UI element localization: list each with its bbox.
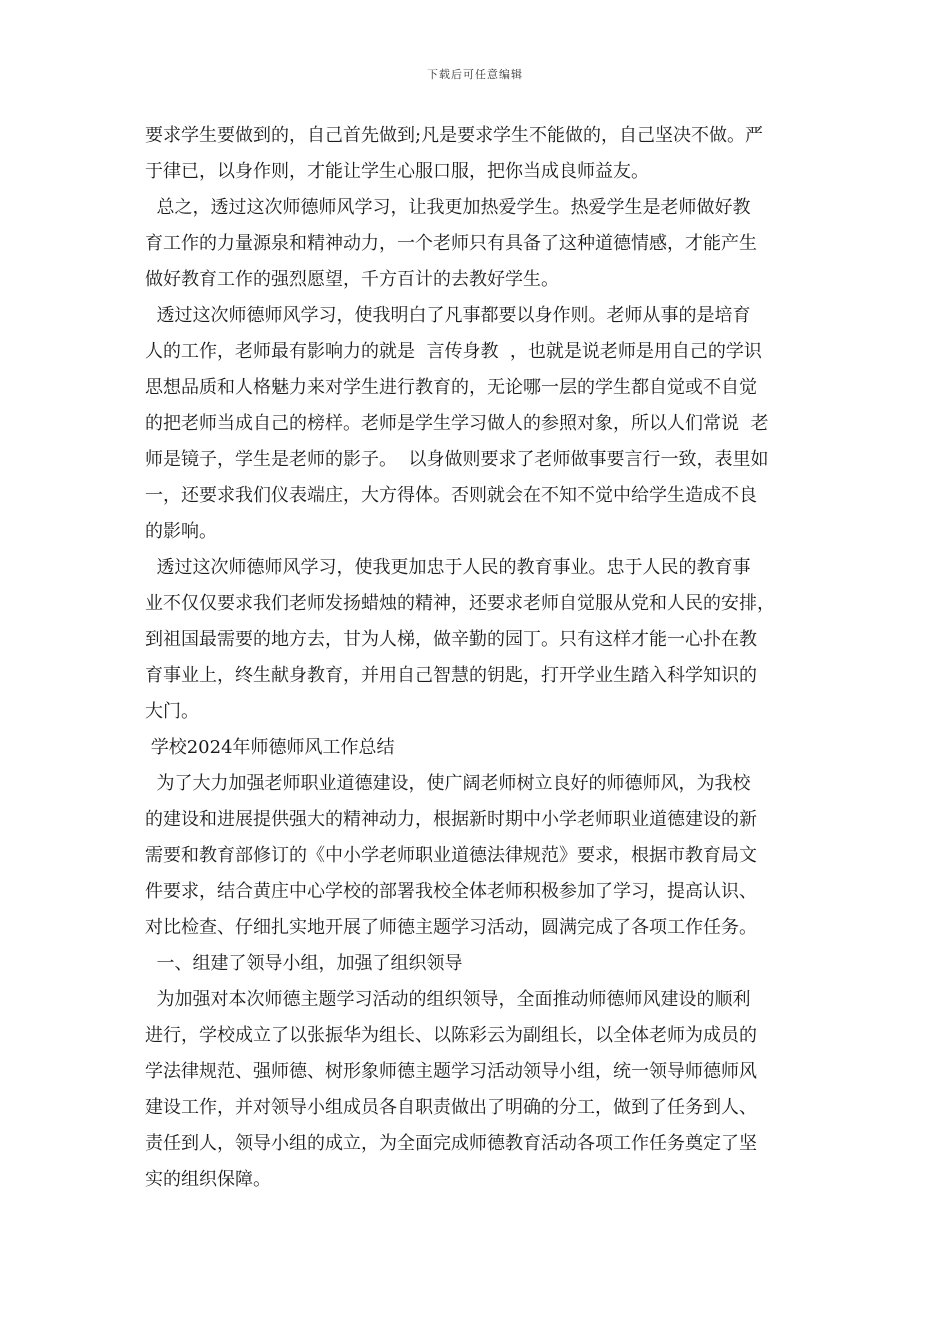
text-line: 透过这次师德师风学习，使我更加忠于人民的教育事业。忠于人民的教育事 xyxy=(145,557,751,578)
text-line: 思想品质和人格魅力来对学生进行教育的，无论哪一层的学生都自觉或不自觉 xyxy=(145,377,757,398)
text-line: 育事业上，终生献身教育，并用自己智慧的钥匙，打开学业生踏入科学知识的 xyxy=(145,665,757,686)
text-line: 做好教育工作的强烈愿望，千方百计的去教好学生。 xyxy=(145,269,559,290)
text-line: 学法律规范、强师德、树形象师德主题学习活动领导小组，统一领导师德师风 xyxy=(145,1061,757,1082)
text-line: 的把老师当成自己的榜样。老师是学生学习做人的参照对象，所以人们常说 老 xyxy=(145,413,769,434)
section-title: 学校2024年师德师风工作总结 xyxy=(145,737,395,758)
text-line: 为了大力加强老师职业道德建设，使广阔老师树立良好的师德师风，为我校 xyxy=(145,773,751,794)
text-line: 人的工作，老师最有影响力的就是 言传身教 ，也就是说老师是用自己的学识 xyxy=(145,341,762,362)
text-line: 的影响。 xyxy=(145,521,217,542)
text-line: 需要和教育部修订的《中小学老师职业道德法律规范》要求，根据市教育局文 xyxy=(145,845,757,866)
text-line: 进行，学校成立了以张振华为组长、以陈彩云为副组长，以全体老师为成员的 xyxy=(145,1025,757,1046)
text-line: 的建设和进展提供强大的精神动力，根据新时期中小学老师职业道德建设的新 xyxy=(145,809,757,830)
text-line: 建设工作，并对领导小组成员各自职责做出了明确的分工，做到了任务到人、 xyxy=(145,1097,757,1118)
text-line: 透过这次师德师风学习，使我明白了凡事都要以身作则。老师从事的是培育 xyxy=(145,305,751,326)
text-line: 责任到人，领导小组的成立，为全面完成师德教育活动各项工作任务奠定了坚 xyxy=(145,1133,757,1154)
text-line: 师是镜子，学生是老师的影子。 以身做则要求了老师做事要言行一致，表里如 xyxy=(145,449,769,470)
text-line: 总之，透过这次师德师风学习，让我更加热爱学生。热爱学生是老师做好教 xyxy=(145,197,751,218)
text-line: 业不仅仅要求我们老师发扬蜡烛的精神，还要求老师自觉服从党和人民的安排， xyxy=(145,593,775,614)
text-line: 要求学生要做到的，自己首先做到;凡是要求学生不能做的，自己坚决不做。严 xyxy=(145,125,764,146)
text-line: 件要求，结合黄庄中心学校的部署我校全体老师积极参加了学习，提高认识、 xyxy=(145,881,757,902)
header-note: 下载后可任意编辑 xyxy=(427,68,523,81)
text-line: 育工作的力量源泉和精神动力，一个老师只有具备了这种道德情感，才能产生 xyxy=(145,233,757,254)
text-line: 到祖国最需要的地方去，甘为人梯，做辛勤的园丁。只有这样才能一心扑在教 xyxy=(145,629,757,650)
text-line: 大门。 xyxy=(145,701,199,722)
text-line: 于律已，以身作则，才能让学生心服口服，把你当成良师益友。 xyxy=(145,161,649,182)
subsection-heading: 一、组建了领导小组，加强了组织领导 xyxy=(145,953,463,974)
text-line: 一，还要求我们仪表端庄，大方得体。否则就会在不知不觉中给学生造成不良 xyxy=(145,485,757,506)
text-line: 对比检查、仔细扎实地开展了师德主题学习活动，圆满完成了各项工作任务。 xyxy=(145,917,757,938)
text-line: 为加强对本次师德主题学习活动的组织领导，全面推动师德师风建设的顺利 xyxy=(145,989,751,1010)
text-line: 实的组织保障。 xyxy=(145,1169,271,1190)
document-body xyxy=(145,118,810,1198)
